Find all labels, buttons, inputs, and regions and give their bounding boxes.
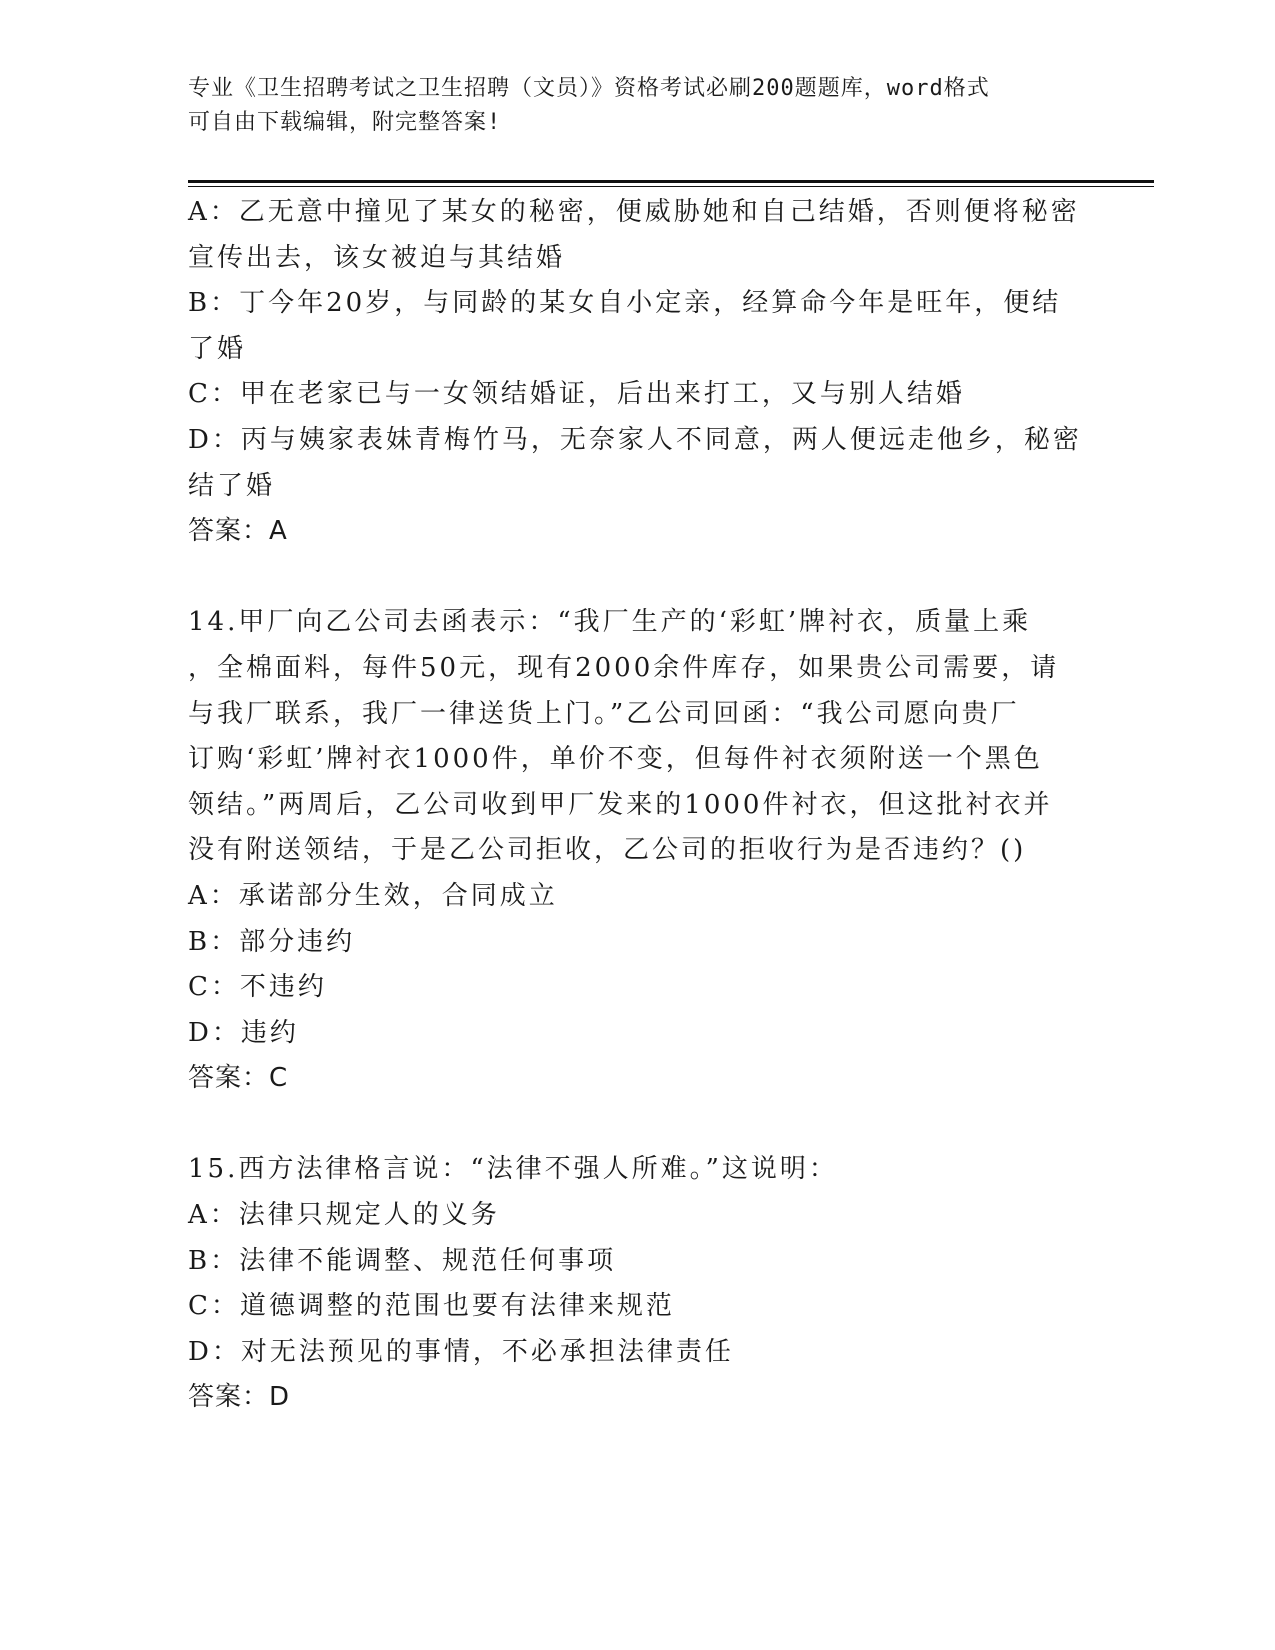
spacer	[188, 555, 1088, 601]
q15-stem: 15.西方法律格言说：“法律不强人所难。”这说明：	[188, 1154, 838, 1185]
q14-stem-line-3: 与我厂联系，我厂一律送货上门。”乙公司回函：“我公司愿向贵厂	[188, 698, 1020, 729]
header-title-line-1: 专业《卫生招聘考试之卫生招聘（文员）》资格考试必刷200题题库，word格式	[188, 76, 990, 101]
q14-option-d: D：违约	[188, 1017, 299, 1048]
spacer	[188, 1102, 1088, 1148]
q14-stem-line-4: 订购‘彩虹’牌衬衣1000件，单价不变，但每件衬衣须附送一个黑色	[188, 744, 1043, 775]
q13-option-d-line-1: D：丙与姨家表妹青梅竹马，无奈家人不同意，两人便远走他乡，秘密	[188, 424, 1082, 455]
q15-option-c: C：道德调整的范围也要有法律来规范	[188, 1291, 675, 1322]
q13-option-b-line-2: 了婚	[188, 333, 247, 364]
q14-stem-line-5: 领结。”两周后，乙公司收到甲厂发来的1000件衬衣，但这批衬衣并	[188, 789, 1053, 820]
q15-option-d: D：对无法预见的事情，不必承担法律责任	[188, 1336, 734, 1367]
q15-option-a: A：法律只规定人的义务	[188, 1200, 500, 1231]
q14-option-a: A：承诺部分生效，合同成立	[188, 880, 558, 911]
question-15-block	[188, 1147, 1088, 1421]
q14-option-b: B：部分违约	[188, 926, 356, 957]
question-13-block	[188, 190, 1088, 555]
q13-option-a-line-1: A：乙无意中撞见了某女的秘密，便威胁她和自己结婚，否则便将秘密	[188, 197, 1080, 227]
header-divider-thin	[188, 186, 1154, 187]
q14-stem-line-2: ，全棉面料，每件50元，现有2000余件库存，如果贵公司需要，请	[188, 652, 1060, 683]
q13-option-c: C：甲在老家已与一女领结婚证，后出来打工，又与别人结婚	[188, 379, 965, 410]
q15-option-b: B：法律不能调整、规范任何事项	[188, 1245, 617, 1276]
question-14-block	[188, 600, 1088, 1102]
q13-option-d-line-2: 结了婚	[188, 470, 276, 501]
header-title-line-2: 可自由下载编辑，附完整答案!	[188, 110, 502, 135]
q14-stem-line-1: 14.甲厂向乙公司去函表示：“我厂生产的‘彩虹’牌衬衣，质量上乘	[188, 607, 1032, 638]
q13-option-a-line-2: 宣传出去，该女被迫与其结婚	[188, 242, 566, 273]
q15-answer: 答案：D	[188, 1382, 291, 1413]
q13-answer: 答案：A	[188, 516, 288, 547]
question-list	[188, 190, 1088, 1421]
q14-answer: 答案：C	[188, 1063, 289, 1094]
document-header	[188, 72, 1088, 140]
q14-option-c: C：不违约	[188, 972, 327, 1003]
q13-option-b-line-1: B：丁今年20岁，与同龄的某女自小定亲，经算命今年是旺年，便结	[188, 288, 1062, 319]
q14-stem-line-6: 没有附送领结，于是乙公司拒收，乙公司的拒收行为是否违约？()	[188, 835, 1027, 866]
header-divider-thick	[188, 180, 1154, 183]
